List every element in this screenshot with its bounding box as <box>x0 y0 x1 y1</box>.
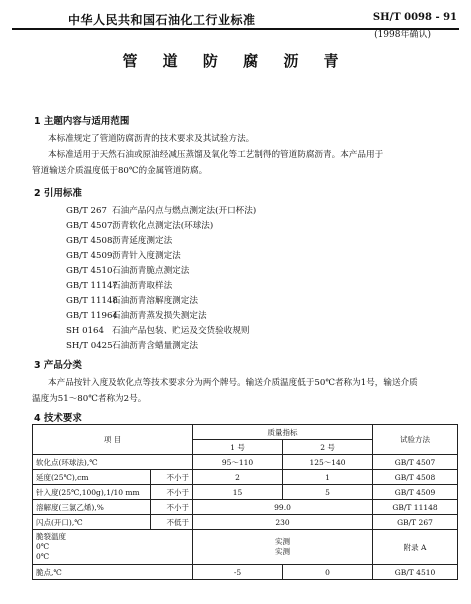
section-1-heading: 1 主题内容与适用范围 <box>34 116 130 127</box>
reference-title: 石油产品包装、贮运及交货验收规则 <box>112 326 250 336</box>
table-row <box>33 470 458 485</box>
header-grade-2: 2 号 <box>283 440 373 455</box>
header-quality-index: 质量指标 <box>193 425 373 440</box>
row-limit: 不小于 <box>151 485 193 500</box>
standard-number: SH/T 0098 - 91 <box>372 12 457 23</box>
reference-title: 石油沥青取样法 <box>112 281 173 291</box>
standard-category: 中华人民共和国石油化工行业标准 <box>68 13 256 27</box>
row-value: 实测 实测 <box>193 530 373 565</box>
row-method: GB/T 4507 <box>373 455 458 470</box>
row-method: 附录 A <box>373 530 458 565</box>
row-item: 脆裂温度 0℃ 0℃ <box>33 530 193 565</box>
section-1-paragraph-2b: 管道输送介质温度低于80℃的金属管道防腐。 <box>32 166 208 176</box>
reference-code: GB/T 4509 <box>66 251 113 261</box>
table-row <box>33 515 458 530</box>
row-method: GB/T 267 <box>373 515 458 530</box>
section-3-paragraph-a: 本产品按针入度及软化点等技术要求分为两个牌号。输送介质温度低于50℃者称为1号，输送介质 <box>48 378 418 388</box>
table-row <box>33 565 458 580</box>
confirmation-year: (1998年确认) <box>374 30 431 40</box>
reference-item <box>66 294 198 306</box>
row-item: 闪点(开口),℃ <box>33 515 151 530</box>
section-4-heading: 4 技术要求 <box>34 413 82 424</box>
reference-title: 沥青延度测定法 <box>112 236 173 246</box>
section-1-paragraph-1: 本标准规定了管道防腐沥青的技术要求及其试验方法。 <box>48 134 255 144</box>
row-method: GB/T 4508 <box>373 470 458 485</box>
reference-code: GB/T 4507 <box>66 221 113 231</box>
row-value: 99.0 <box>193 500 373 515</box>
row-limit: 不小于 <box>151 470 193 485</box>
header-test-method: 试验方法 <box>373 425 458 455</box>
header-item: 项 目 <box>33 425 193 455</box>
reference-title: 石油沥青蒸发损失测定法 <box>112 311 207 321</box>
row-item: 针入度(25℃,100g),1/10 mm <box>33 485 151 500</box>
row-grade-2: 1 <box>283 470 373 485</box>
reference-title: 石油沥青溶解度测定法 <box>112 296 198 306</box>
row-grade-1: -5 <box>193 565 283 580</box>
reference-item <box>66 309 207 321</box>
section-2-heading: 2 引用标准 <box>34 188 82 199</box>
table-row <box>33 455 458 470</box>
row-grade-2: 125～140 <box>283 455 373 470</box>
section-3-heading: 3 产品分类 <box>34 360 82 371</box>
table-row <box>33 485 458 500</box>
row-grade-1: 2 <box>193 470 283 485</box>
section-1-paragraph-2a: 本标准适用于天然石油或原油经减压蒸馏及氧化等工艺制得的管道防腐沥青。本产品用于 <box>48 150 384 160</box>
reference-item <box>66 204 256 216</box>
row-item: 脆点,℃ <box>33 565 193 580</box>
reference-code: SH 0164 <box>66 326 104 336</box>
section-3-paragraph-b: 温度为51～80℃者称为2号。 <box>32 394 147 404</box>
row-limit: 不低于 <box>151 515 193 530</box>
reference-code: GB/T 11964 <box>66 311 118 321</box>
document-title: 管 道 防 腐 沥 青 <box>122 52 349 70</box>
technical-requirements-table <box>32 424 458 580</box>
row-limit: 不小于 <box>151 500 193 515</box>
row-item: 延度(25℃),cm <box>33 470 151 485</box>
reference-code: GB/T 4510 <box>66 266 113 276</box>
row-grade-2: 0 <box>283 565 373 580</box>
reference-title: 石油沥青含蜡量测定法 <box>112 341 198 351</box>
reference-code: GB/T 11147 <box>66 281 118 291</box>
reference-code: SH/T 0425 <box>66 341 113 351</box>
reference-item <box>66 279 172 291</box>
reference-code: GB/T 11148 <box>66 296 118 306</box>
reference-code: GB/T 4508 <box>66 236 113 246</box>
row-value: 230 <box>193 515 373 530</box>
reference-item <box>66 339 198 351</box>
row-grade-2: 5 <box>283 485 373 500</box>
reference-title: 石油沥青脆点测定法 <box>112 266 190 276</box>
reference-title: 石油产品闪点与燃点测定法(开口杯法) <box>112 206 257 216</box>
reference-item <box>66 249 181 261</box>
table-row <box>33 500 458 515</box>
table-row <box>33 530 458 565</box>
reference-title: 沥青软化点测定法(环球法) <box>112 221 214 231</box>
reference-title: 沥青针入度测定法 <box>112 251 181 261</box>
reference-item <box>66 264 189 276</box>
reference-item <box>66 324 250 336</box>
row-item: 溶解度(三氯乙烯),% <box>33 500 151 515</box>
row-method: GB/T 4510 <box>373 565 458 580</box>
reference-item <box>66 219 213 231</box>
row-method: GB/T 11148 <box>373 500 458 515</box>
row-grade-1: 95～110 <box>193 455 283 470</box>
row-grade-1: 15 <box>193 485 283 500</box>
row-item: 软化点(环球法),℃ <box>33 455 193 470</box>
header-grade-1: 1 号 <box>193 440 283 455</box>
reference-item <box>66 234 172 246</box>
row-method: GB/T 4509 <box>373 485 458 500</box>
reference-code: GB/T 267 <box>66 206 107 216</box>
